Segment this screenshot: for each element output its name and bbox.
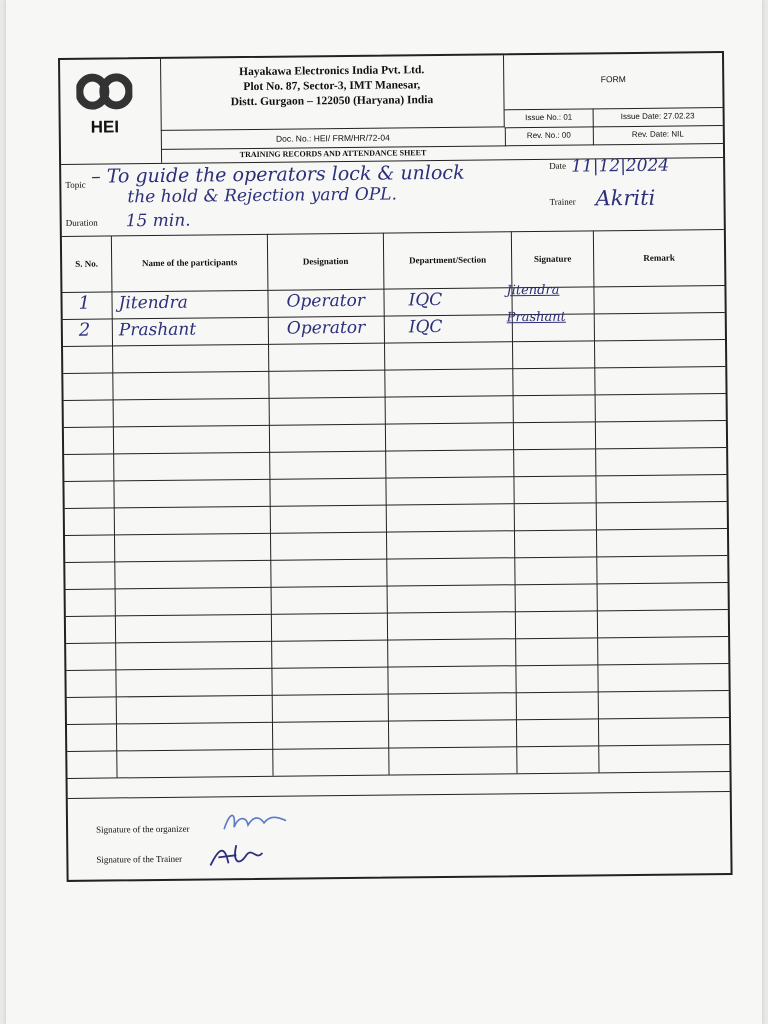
cell-department: [387, 530, 515, 558]
cell-signature: [515, 529, 597, 557]
cell-sno: [63, 318, 113, 346]
training-form: [58, 51, 733, 882]
cell-name: [114, 479, 270, 508]
cell-name: [115, 506, 271, 535]
cell-designation: [270, 478, 386, 506]
cell-sno: [63, 345, 113, 373]
paper-sheet: [6, 0, 762, 1024]
cell-designation: [272, 613, 388, 641]
cell-signature: [514, 394, 596, 422]
cell-name: [116, 641, 272, 670]
trainer-signature-label: Signature of the Trainer: [96, 853, 183, 865]
cell-remark: [596, 393, 726, 421]
cell-sno: [65, 507, 115, 535]
topic-line-2: the hold & Rejection yard OPL.: [127, 184, 398, 208]
cell-name: [116, 614, 272, 643]
cell-sno: [65, 534, 115, 562]
cell-signature: [517, 745, 599, 773]
cell-department: [386, 422, 514, 450]
cell-signature: [516, 637, 598, 665]
cell-remark: [594, 285, 724, 313]
cell-remark: [598, 609, 728, 637]
cell-signature: [514, 475, 596, 503]
cell-remark: [595, 339, 725, 367]
company-plot: Plot No. 87, Sector-3, IMT Manesar,: [243, 79, 421, 94]
trainer-signature-icon: [206, 841, 266, 872]
topic-section: [61, 157, 724, 237]
cell-designation: [272, 667, 388, 695]
cell-department: [385, 368, 513, 396]
cell-remark: [599, 717, 729, 745]
sheet-title: TRAINING RECORDS AND ATTENDANCE SHEET: [239, 148, 427, 160]
cell-department: [386, 476, 514, 504]
cell-designation: [269, 370, 385, 398]
handwritten-name: Prashant: [118, 319, 197, 341]
cell-name: [112, 290, 268, 319]
cell-designation: [271, 559, 387, 587]
cell-name: [114, 425, 270, 454]
form-header: [60, 53, 723, 165]
cell-signature: [513, 367, 595, 395]
cell-department: [389, 719, 517, 747]
handwritten-signature: Prashant: [506, 309, 566, 326]
topic-label: Topic: [65, 179, 86, 190]
cell-sno: [65, 561, 115, 589]
cell-name: [117, 722, 273, 751]
cell-signature: [515, 556, 597, 584]
hei-logo-icon: [76, 71, 132, 112]
cell-sno: [67, 723, 117, 751]
cell-sno: [62, 291, 112, 319]
cell-name: [116, 668, 272, 697]
cell-designation: [273, 721, 389, 749]
handwritten-designation: Operator: [286, 317, 366, 339]
cell-remark: [597, 555, 727, 583]
cell-remark: [598, 663, 728, 691]
cell-sno: [66, 642, 116, 670]
cell-sno: [64, 426, 114, 454]
cell-signature: [517, 691, 599, 719]
cell-designation: [273, 748, 389, 776]
cell-department: [385, 341, 513, 369]
cell-name: [115, 533, 271, 562]
cell-sno: [63, 372, 113, 400]
trainer-value: Akriti: [595, 185, 656, 211]
issue-date: Issue Date: 27.02.23: [593, 107, 723, 127]
cell-designation: [270, 451, 386, 479]
cell-remark: [597, 528, 727, 556]
cell-department: [389, 692, 517, 720]
cell-sno: [66, 615, 116, 643]
cell-department: [386, 449, 514, 477]
cell-remark: [596, 447, 726, 475]
cell-signature: [514, 421, 596, 449]
cell-sno: [66, 588, 116, 616]
cell-name: [117, 695, 273, 724]
cell-signature: [516, 583, 598, 611]
date-label: Date: [549, 160, 567, 171]
cell-signature: [513, 340, 595, 368]
col-department: Department/Section: [384, 231, 513, 288]
company-name: Hayakawa Electronics India Pvt. Ltd.: [239, 64, 425, 79]
cell-department: [388, 638, 516, 666]
col-remark: Remark: [643, 252, 675, 263]
cell-name: [117, 749, 273, 778]
cell-name: [114, 452, 270, 481]
signature-section: [68, 791, 731, 881]
cell-designation: [272, 640, 388, 668]
cell-designation: [270, 397, 386, 425]
cell-name: [113, 344, 269, 373]
cell-designation: [268, 289, 384, 317]
trainer-label: Trainer: [549, 196, 576, 207]
topic-line-1: – To guide the operators lock & unlock: [91, 161, 465, 188]
handwritten-signature: Jitendra: [506, 282, 560, 299]
handwritten-department: IQC: [408, 289, 443, 311]
col-designation: Designation: [268, 233, 385, 290]
cell-name: [113, 371, 269, 400]
cell-signature: [514, 448, 596, 476]
cell-department: [387, 557, 515, 585]
cell-sno: [66, 669, 116, 697]
cell-remark: [595, 366, 725, 394]
col-name: Name of the participants: [112, 234, 269, 292]
cell-remark: [598, 636, 728, 664]
cell-sno: [64, 480, 114, 508]
duration-value: 15 min.: [125, 210, 191, 232]
cell-designation: [273, 694, 389, 722]
rev-date: Rev. Date: NIL: [593, 125, 723, 145]
handwritten-sno: 1: [78, 292, 91, 314]
cell-designation: [269, 343, 385, 371]
cell-signature: [506, 309, 595, 341]
col-signature: Signature: [512, 230, 595, 287]
cell-sno: [67, 750, 117, 778]
cell-remark: [599, 744, 729, 772]
col-sno: S. No.: [62, 235, 113, 292]
cell-designation: [271, 505, 387, 533]
logo-cell: [60, 59, 162, 164]
cell-name: [114, 398, 270, 427]
cell-name: [115, 560, 271, 589]
cell-sno: [64, 399, 114, 427]
handwritten-sno: 2: [78, 319, 91, 341]
cell-name: [116, 587, 272, 616]
cell-department: [386, 395, 514, 423]
cell-remark: [595, 312, 725, 340]
organizer-label: Signature of the organizer: [96, 823, 190, 835]
duration-label: Duration: [65, 217, 98, 228]
rev-no: Rev. No.: 00: [505, 126, 594, 146]
cell-remark: [597, 501, 727, 529]
cell-department: [389, 746, 517, 774]
cell-designation: [271, 532, 387, 560]
cell-sno: [64, 453, 114, 481]
handwritten-name: Jitendra: [118, 292, 188, 314]
handwritten-designation: Operator: [286, 290, 366, 312]
cell-signature: [516, 610, 598, 638]
cell-designation: [272, 586, 388, 614]
cell-department: [388, 611, 516, 639]
cell-sno: [67, 696, 117, 724]
cell-remark: [596, 474, 726, 502]
cell-department: [388, 665, 516, 693]
cell-designation: [269, 316, 385, 344]
logo-text: HEI: [90, 117, 120, 137]
cell-department: [388, 584, 516, 612]
cell-signature: [515, 502, 597, 530]
cell-remark: [598, 582, 728, 610]
table-header: [62, 229, 725, 293]
cell-name: [113, 317, 269, 346]
cell-designation: [270, 424, 386, 452]
issue-no: Issue No.: 01: [505, 108, 594, 128]
handwritten-department: IQC: [408, 316, 443, 338]
cell-remark: [596, 420, 726, 448]
cell-department: [385, 314, 513, 342]
form-label: FORM: [504, 53, 723, 110]
cell-department: [384, 287, 512, 315]
doc-number: Doc. No.: HEI/ FRM/HR/72-04: [161, 127, 506, 150]
date-value: 11|12|2024: [571, 155, 670, 177]
company-address: [160, 55, 505, 131]
cell-signature: [517, 718, 599, 746]
table-row: [67, 744, 729, 779]
cell-department: [387, 503, 515, 531]
organizer-signature-icon: [220, 807, 290, 838]
company-city: Distt. Gurgaon – 122050 (Haryana) India: [230, 94, 434, 109]
cell-remark: [599, 690, 729, 718]
cell-signature: [516, 664, 598, 692]
